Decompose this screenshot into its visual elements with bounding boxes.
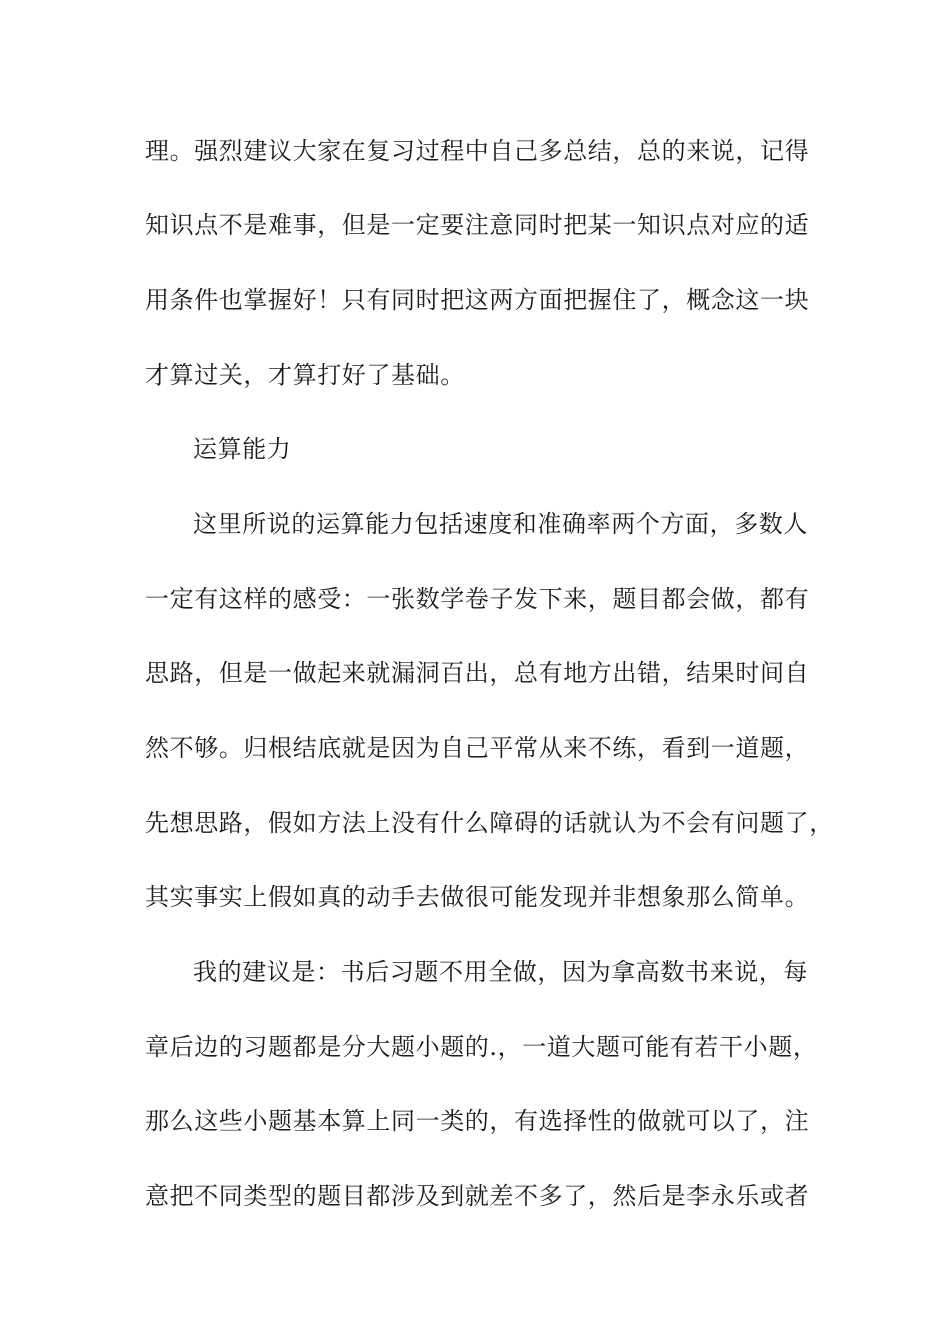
paragraph-line: 我的建议是：书后习题不用全做，因为拿高数书来说，每 (193, 958, 808, 986)
paragraph-line: 其实事实上假如真的动手去做很可能发现并非想象那么简单。 (145, 883, 810, 911)
paragraph-line: 那么这些小题基本算上同一类的，有选择性的做就可以了，注 (145, 1107, 810, 1135)
paragraph-line: 然不够。归根结底就是因为自己平常从来不练，看到一道题， (145, 734, 810, 762)
section-heading: 运算能力 (193, 435, 292, 463)
paragraph-line: 才算过关，才算打好了基础。 (145, 361, 465, 389)
paragraph-line: 理。强烈建议大家在复习过程中自己多总结，总的来说，记得 (145, 137, 810, 165)
paragraph-line: 这里所说的运算能力包括速度和准确率两个方面，多数人 (193, 510, 808, 538)
paragraph-line: 章后边的习题都是分大题小题的.，一道大题可能有若干小题， (145, 1033, 818, 1061)
paragraph-line: 一定有这样的感受：一张数学卷子发下来，题目都会做，都有 (145, 585, 810, 613)
paragraph-line: 先想思路，假如方法上没有什么障碍的话就认为不会有问题了， (145, 809, 834, 837)
paragraph-line: 知识点不是难事，但是一定要注意同时把某一知识点对应的适 (145, 211, 810, 239)
paragraph-line: 思路，但是一做起来就漏洞百出，总有地方出错，结果时间自 (145, 659, 810, 687)
paragraph-line: 意把不同类型的题目都涉及到就差不多了，然后是李永乐或者 (145, 1182, 810, 1210)
paragraph-line: 用条件也掌握好！只有同时把这两方面把握住了，概念这一块 (145, 286, 810, 314)
